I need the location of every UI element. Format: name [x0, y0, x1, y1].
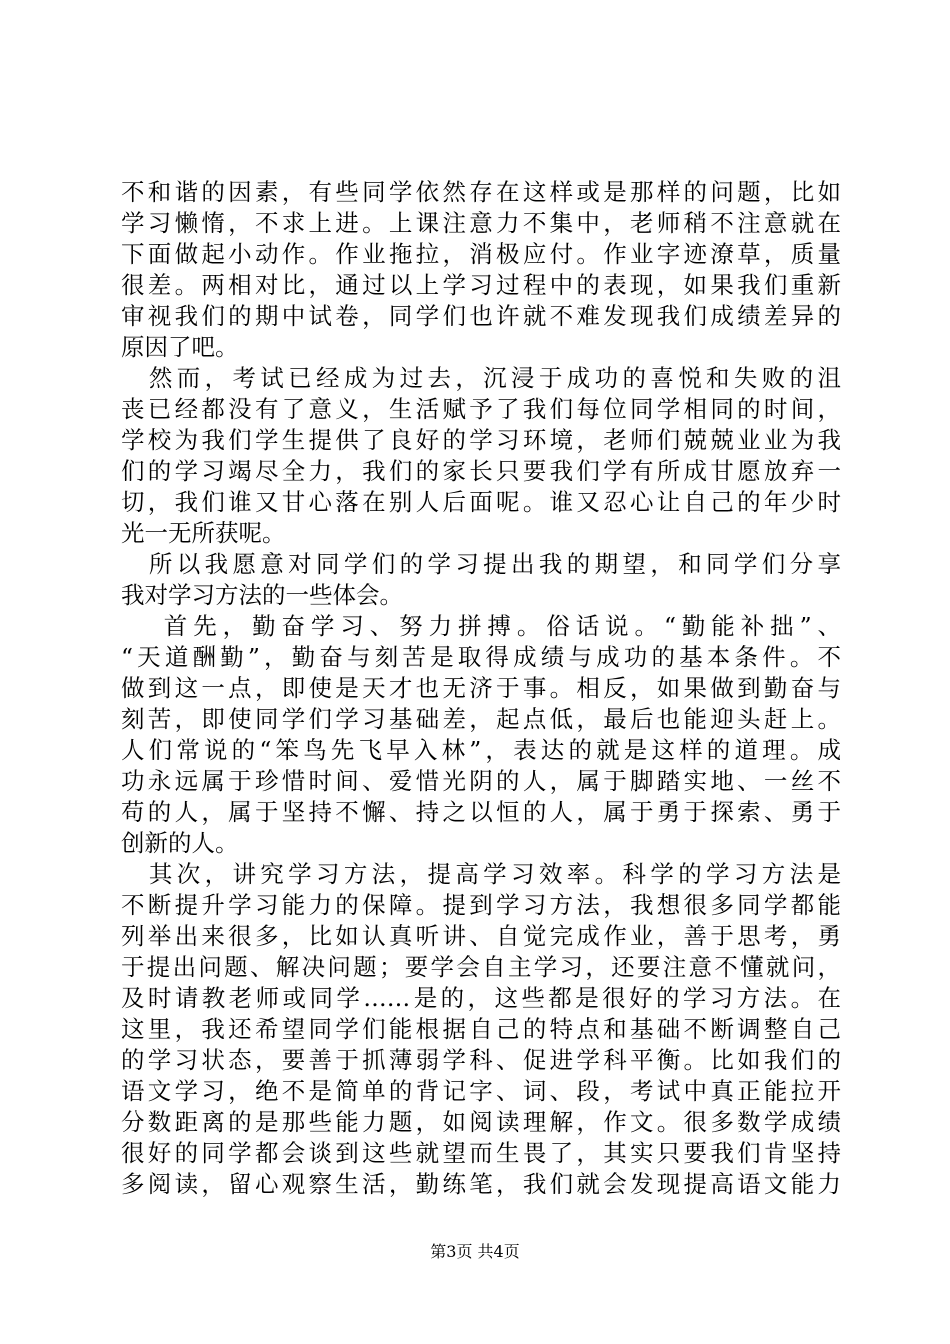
text-line: 们的学习竭尽全力，我们的家长只要我们学有所成甘愿放弃一: [121, 457, 841, 485]
text-line: 很差。两相对比，通过以上学习过程中的表现，如果我们重新: [121, 271, 841, 299]
text-line: 所以我愿意对同学们的学习提出我的期望，和同学们分享: [121, 550, 841, 578]
text-line: 不和谐的因素，有些同学依然存在这样或是那样的问题，比如: [121, 178, 841, 206]
text-line: 创新的人。: [121, 829, 239, 857]
text-line: 丧已经都没有了意义，生活赋予了我们每位同学相同的时间，: [121, 395, 841, 423]
text-line: 刻苦，即使同学们学习基础差，起点低，最后也能迎头赶上。: [121, 705, 841, 733]
text-line: 人们常说的“笨鸟先飞早入林”，表达的就是这样的道理。成: [121, 736, 841, 764]
text-line: 功永远属于珍惜时间、爱惜光阴的人，属于脚踏实地、一丝不: [121, 767, 841, 795]
text-line: 学校为我们学生提供了良好的学习环境，老师们兢兢业业为我: [121, 426, 841, 454]
text-line: 这里，我还希望同学们能根据自己的特点和基础不断调整自己: [121, 1015, 841, 1043]
text-line: 下面做起小动作。作业拖拉，消极应付。作业字迹潦草，质量: [121, 240, 841, 268]
text-line: 苟的人，属于坚持不懈、持之以恒的人，属于勇于探索、勇于: [121, 798, 841, 826]
text-line: 不断提升学习能力的保障。提到学习方法，我想很多同学都能: [121, 891, 841, 919]
text-line: 学习懒惰，不求上进。上课注意力不集中，老师稍不注意就在: [121, 209, 841, 237]
text-line: 原因了吧。: [121, 333, 239, 361]
text-line: 及时请教老师或同学……是的，这些都是很好的学习方法。在: [121, 984, 841, 1012]
text-line: 分数距离的是那些能力题，如阅读理解，作文。很多数学成绩: [121, 1108, 841, 1136]
text-line: 我对学习方法的一些体会。: [121, 581, 403, 609]
text-line: 审视我们的期中试卷，同学们也许就不难发现我们成绩差异的: [121, 302, 841, 330]
text-line: 切，我们谁又甘心落在别人后面呢。谁又忍心让自己的年少时: [121, 488, 841, 516]
text-line: 列举出来很多，比如认真听讲、自觉完成作业，善于思考，勇: [121, 922, 841, 950]
text-line: 然而，考试已经成为过去，沉浸于成功的喜悦和失败的沮: [121, 364, 841, 392]
text-line: 于提出问题、解决问题；要学会自主学习，还要注意不懂就问，: [121, 953, 841, 981]
page-footer: 第3页 共4页: [430, 1242, 520, 1261]
text-line: 做到这一点，即使是天才也无济于事。相反，如果做到勤奋与: [121, 674, 841, 702]
text-line: 语文学习，绝不是简单的背记字、词、段，考试中真正能拉开: [121, 1077, 841, 1105]
text-line: 的学习状态，要善于抓薄弱学科、促进学科平衡。比如我们的: [121, 1046, 841, 1074]
text-line: 多阅读，留心观察生活，勤练笔，我们就会发现提高语文能力: [121, 1170, 841, 1198]
text-line: “天道酬勤”，勤奋与刻苦是取得成绩与成功的基本条件。不: [121, 643, 841, 671]
text-line: 光一无所获呢。: [121, 519, 286, 547]
text-line: 很好的同学都会谈到这些就望而生畏了，其实只要我们肯坚持: [121, 1139, 841, 1167]
text-line: 首先，勤奋学习、努力拼搏。俗话说。“勤能补拙”、: [121, 612, 841, 640]
text-line: 其次，讲究学习方法，提高学习效率。科学的学习方法是: [121, 860, 841, 888]
